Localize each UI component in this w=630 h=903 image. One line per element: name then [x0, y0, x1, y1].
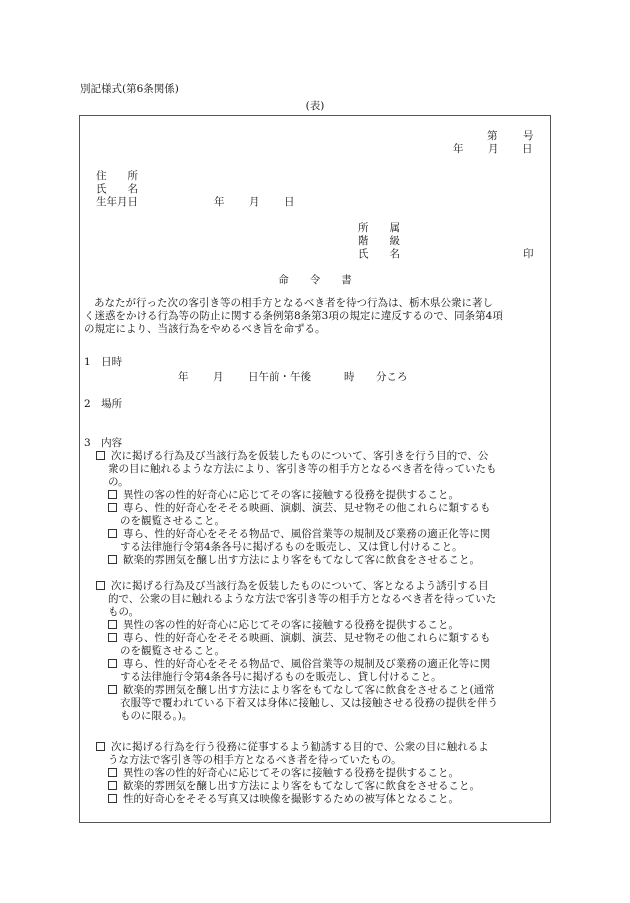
checkbox-icon[interactable] — [108, 768, 117, 777]
checkbox-icon[interactable] — [108, 633, 117, 642]
rank-label: 階 級 — [358, 235, 400, 247]
order-text-line: の規定により、当該行為をやめるべき旨を命ずる。 — [84, 323, 326, 335]
birth-month: 月 — [249, 196, 260, 208]
datetime-day-ampm: 日午前・午後 — [248, 371, 311, 383]
order-text-line: あなたが行った次の客引き等の相手方となるべき者を待つ行為は、栃木県公衆に著し — [94, 297, 493, 309]
number-prefix: 第 — [487, 130, 498, 142]
datetime-minute: 分ころ — [376, 371, 408, 383]
item-checkbox-line[interactable] — [108, 780, 480, 793]
number-suffix: 号 — [523, 130, 534, 142]
order-title: 命 令 書 — [278, 274, 352, 286]
recipient-name-label: 氏 名 — [96, 183, 138, 195]
item-checkbox-line[interactable] — [108, 502, 491, 515]
item-checkbox-line[interactable] — [108, 554, 480, 567]
section-1-label: 1 日時 — [84, 356, 123, 368]
order-text-line: く迷惑をかける行為等の防止に関する条例第8条第3項の規定に違反するので、同条第4項 — [84, 310, 503, 322]
item-checkbox-line[interactable] — [108, 619, 459, 632]
item-checkbox-line[interactable] — [108, 767, 459, 780]
affiliation-label: 所 属 — [358, 222, 400, 234]
group-text-line: の。 — [108, 476, 129, 488]
section-2-label: 2 場所 — [84, 398, 123, 410]
item-text: 歓楽的雰囲気を醸し出す方法により客をもてなして客に飲食をさせること。 — [123, 554, 480, 566]
item-text-line: のを観覧させること。 — [120, 645, 225, 657]
item-text-line: のを観覧させること。 — [120, 515, 225, 527]
item-text-line: ものに限る。)。 — [120, 710, 193, 722]
item-text: 歓楽的雰囲気を醸し出す方法により客をもてなして客に飲食をさせること(通常 — [123, 684, 495, 696]
group-text: 次に掲げる行為を行う役務に従事するよう勧誘する目的で、公衆の目に触れるよ — [111, 741, 489, 753]
item-checkbox-line[interactable] — [108, 793, 459, 806]
issue-year: 年 — [453, 143, 464, 155]
side-label: (表) — [305, 100, 325, 112]
checkbox-icon[interactable] — [96, 451, 105, 460]
item-text-line: する法律施行令第4条各号に掲げるものを販売し、貸し付けること。 — [120, 671, 442, 683]
item-text: 異性の客の性的好奇心に応じてその客に接触する役務を提供すること。 — [123, 767, 459, 779]
issue-month: 月 — [488, 143, 499, 155]
datetime-month: 月 — [213, 371, 224, 383]
birth-year: 年 — [214, 196, 225, 208]
group-text-line: もの。 — [108, 606, 140, 618]
checkbox-icon[interactable] — [108, 529, 117, 538]
checkbox-icon[interactable] — [108, 503, 117, 512]
checkbox-icon[interactable] — [96, 742, 105, 751]
item-checkbox-line[interactable] — [108, 658, 490, 671]
item-text-line: する法律施行令第4条各号に掲げるものを販売し、又は貸し付けること。 — [120, 541, 463, 553]
checkbox-icon[interactable] — [108, 555, 117, 564]
group-checkbox-line[interactable] — [96, 450, 488, 463]
item-text: 異性の客の性的好奇心に応じてその客に接触する役務を提供すること。 — [123, 489, 459, 501]
checkbox-icon[interactable] — [108, 685, 117, 694]
datetime-hour: 時 — [344, 371, 355, 383]
item-checkbox-line[interactable] — [108, 632, 491, 645]
birthdate-label: 生年月日 — [96, 196, 138, 208]
item-text: 専ら、性的好奇心をそそる物品で、風俗営業等の規制及び業務の適正化等に関 — [123, 528, 491, 540]
address-label: 住 所 — [96, 170, 138, 182]
group-text-line: 的で、公衆の目に触れるような方法で客引き等の相手方となるべき者を待っていた — [108, 593, 497, 605]
checkbox-icon[interactable] — [108, 781, 117, 790]
group-text-line: うな方法で客引き等の相手方となるべき者を待っていたもの。 — [108, 754, 402, 766]
item-text: 性的好奇心をそそる写真又は映像を撮影するための被写体となること。 — [123, 793, 459, 805]
checkbox-icon[interactable] — [108, 490, 117, 499]
issue-day: 日 — [522, 143, 533, 155]
checkbox-icon[interactable] — [108, 794, 117, 803]
item-text: 異性の客の性的好奇心に応じてその客に接触する役務を提供すること。 — [123, 619, 459, 631]
issuer-name-label: 氏 名 — [358, 248, 400, 260]
form-title: 別記様式(第6条関係) — [80, 83, 179, 95]
checkbox-icon[interactable] — [108, 620, 117, 629]
item-text-line: 衣服等で覆われている下着又は身体に接触し、又は接触させる役務の提供を伴う — [120, 697, 498, 709]
group-text-line: 衆の目に触れるような方法により、客引き等の相手方となるべき者を待っていたも — [108, 463, 497, 475]
item-text: 歓楽的雰囲気を醸し出す方法により客をもてなして客に飲食をさせること。 — [123, 780, 480, 792]
checkbox-icon[interactable] — [96, 581, 105, 590]
section-3-label: 3 内容 — [84, 437, 123, 449]
group-text: 次に掲げる行為及び当該行為を仮装したものについて、客引きを行う目的で、公 — [111, 450, 489, 462]
checkbox-icon[interactable] — [108, 659, 117, 668]
group-checkbox-line[interactable] — [96, 741, 489, 754]
item-text: 専ら、性的好奇心をそそる映画、演劇、演芸、見せ物その他これらに類するも — [123, 502, 491, 514]
item-text: 専ら、性的好奇心をそそる物品で、風俗営業等の規制及び業務の適正化等に関 — [123, 658, 491, 670]
datetime-year: 年 — [178, 371, 189, 383]
item-text: 専ら、性的好奇心をそそる映画、演劇、演芸、見せ物その他これらに類するも — [123, 632, 491, 644]
group-checkbox-line[interactable] — [96, 580, 489, 593]
group-text: 次に掲げる行為及び当該行為を仮装したものについて、客となるよう誘引する目 — [111, 580, 489, 592]
item-checkbox-line[interactable] — [108, 684, 495, 697]
item-checkbox-line[interactable] — [108, 528, 490, 541]
item-checkbox-line[interactable] — [108, 489, 459, 502]
birth-day: 日 — [284, 196, 295, 208]
seal-mark: 印 — [523, 248, 534, 260]
